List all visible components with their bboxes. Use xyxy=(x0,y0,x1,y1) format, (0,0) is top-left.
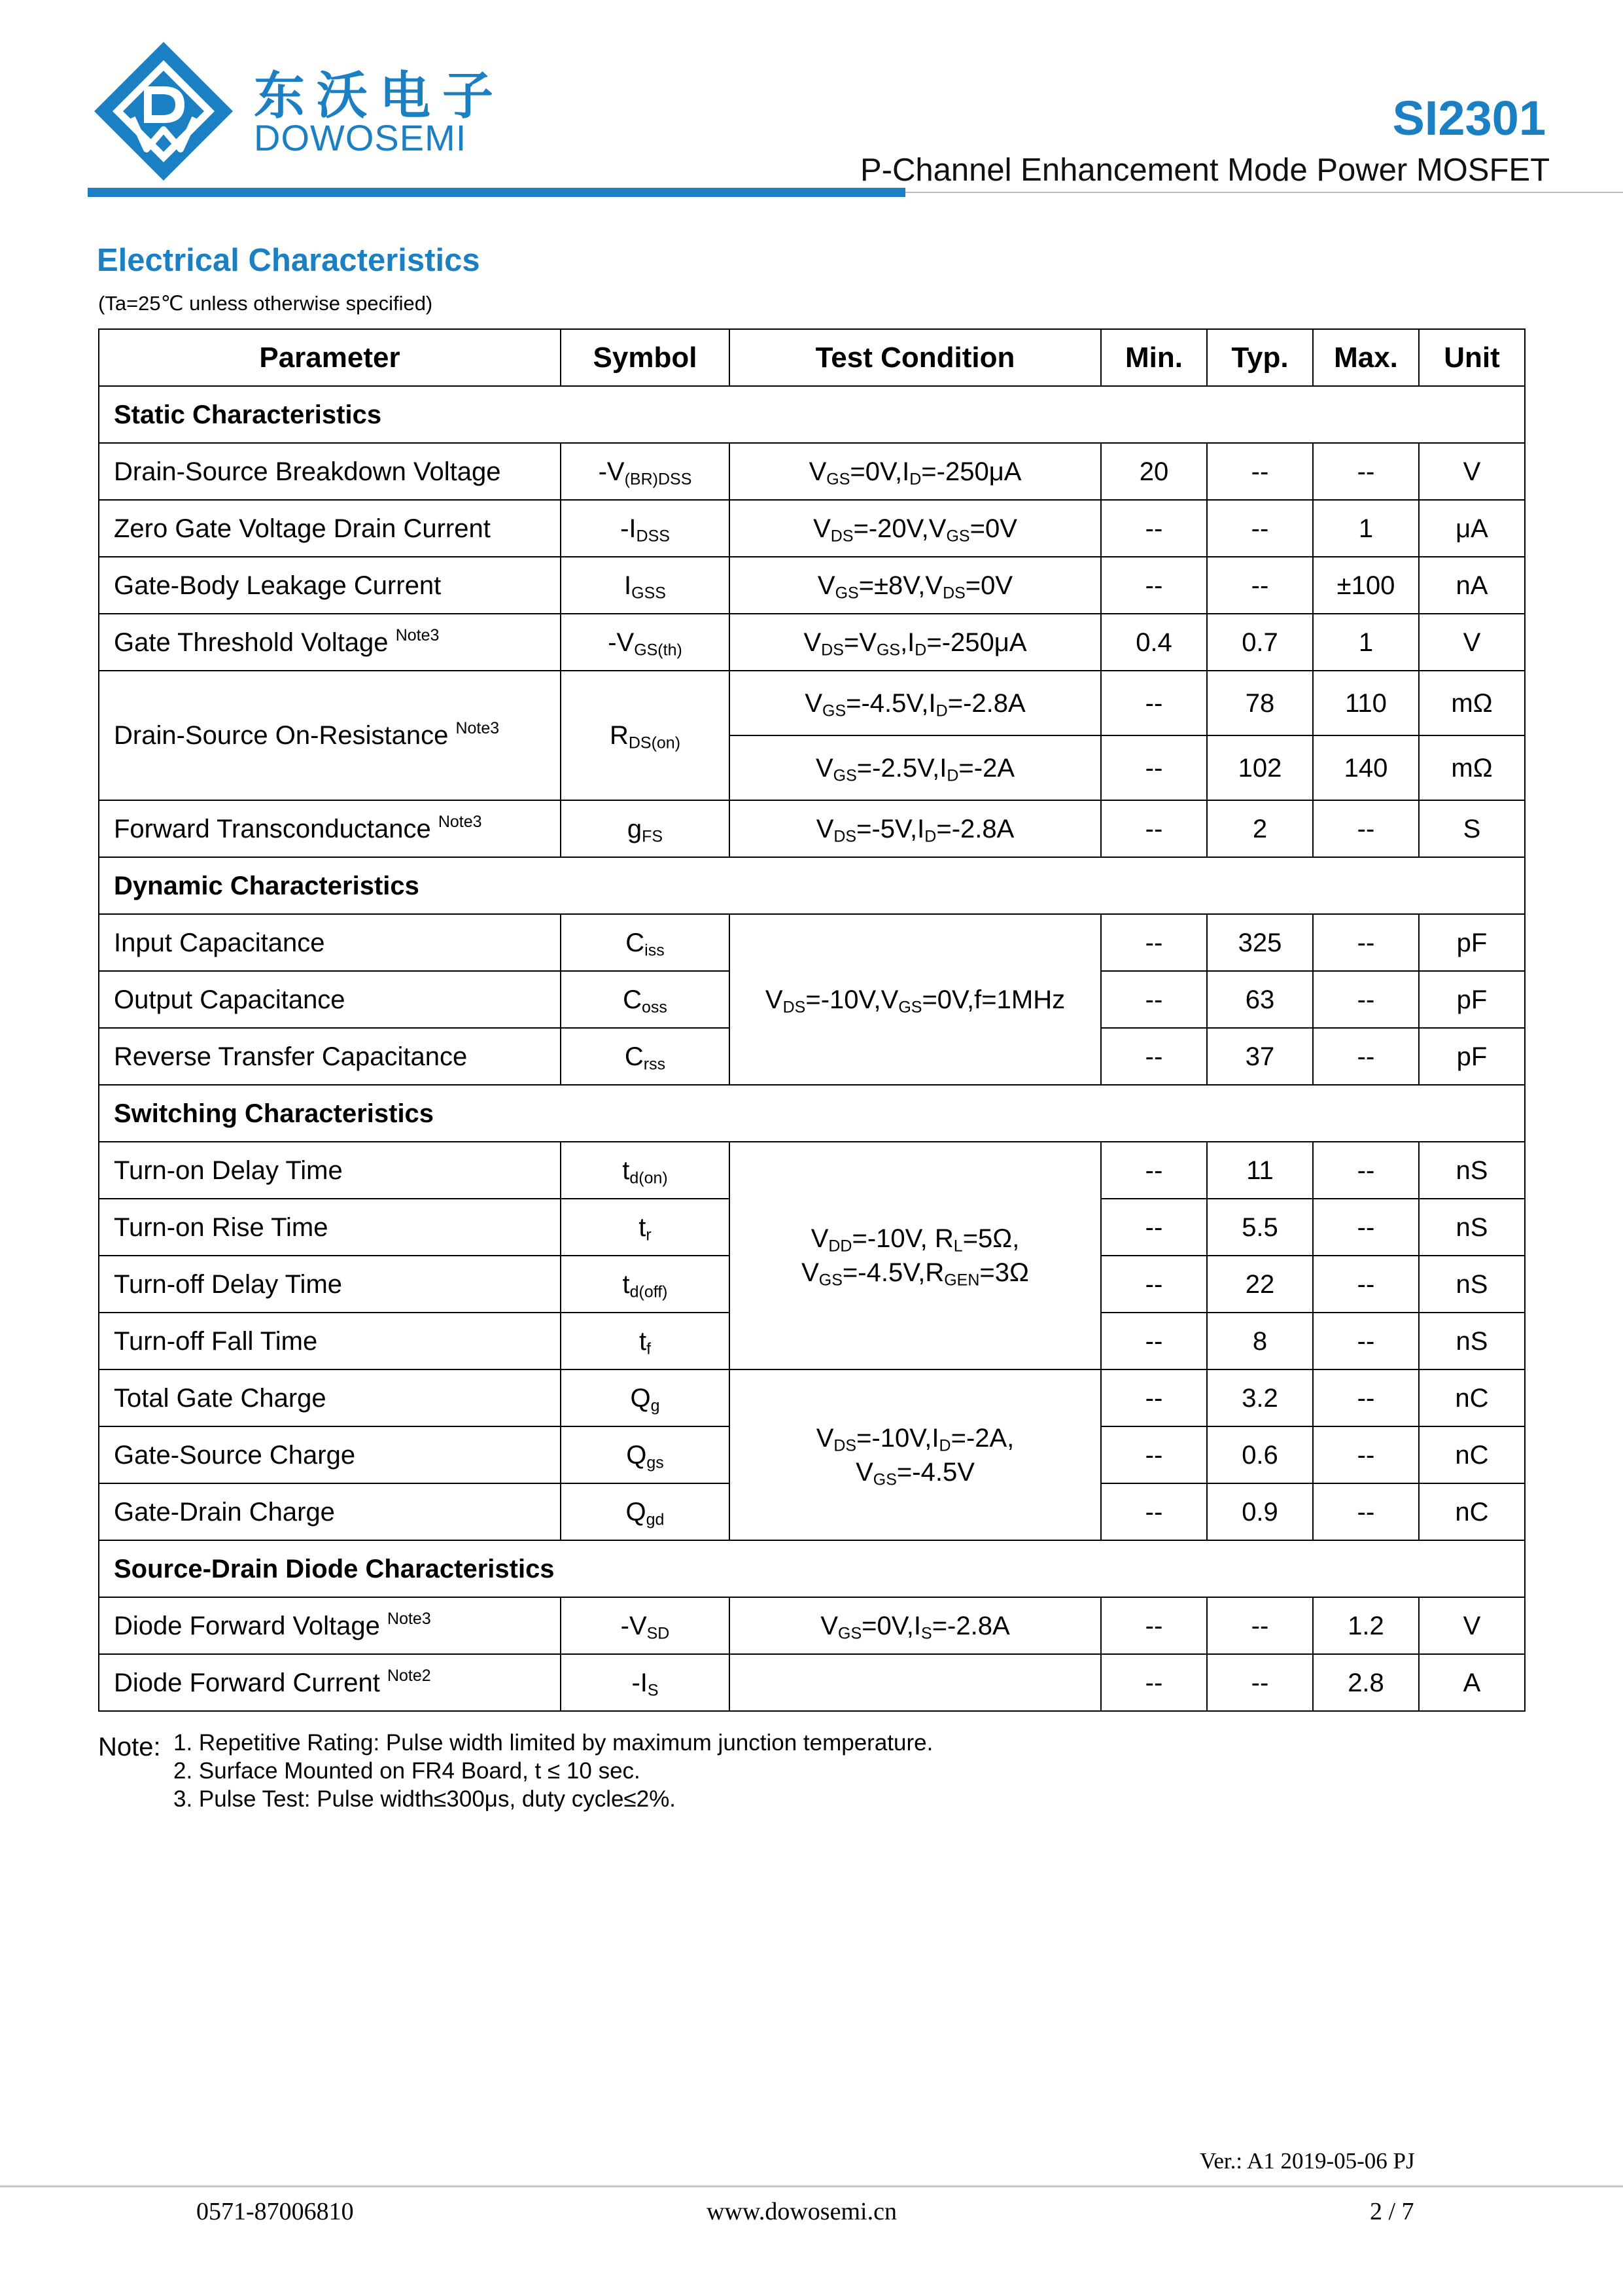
temperature-condition: (Ta=25℃ unless otherwise specified) xyxy=(98,292,433,315)
min-cell: -- xyxy=(1101,1426,1207,1483)
typ-cell: 11 xyxy=(1207,1142,1313,1199)
typ-cell: -- xyxy=(1207,1654,1313,1711)
symbol-cell: $Q_{gd}$ xyxy=(561,1483,729,1540)
part-number: SI2301 xyxy=(1392,91,1546,145)
table-row xyxy=(99,671,1525,735)
section-title: Electrical Characteristics xyxy=(97,243,480,278)
symbol-cell: $Q_g$ xyxy=(561,1369,729,1426)
symbol-cell: $C_{oss}$ xyxy=(561,971,729,1028)
max-cell: -- xyxy=(1313,914,1419,971)
param-cell: Gate Threshold Voltage $^{Note3}$ xyxy=(99,614,561,671)
typ-cell: 8 xyxy=(1207,1313,1313,1369)
symbol-cell: $C_{rss}$ xyxy=(561,1028,729,1085)
param-cell: Turn-off Delay Time xyxy=(99,1256,561,1313)
condition-cell: $V_{GS}=-4.5V,I_D=-2.8A$ xyxy=(729,671,1101,735)
typ-cell: -- xyxy=(1207,1597,1313,1654)
min-cell: -- xyxy=(1101,1597,1207,1654)
table-row xyxy=(99,614,1525,671)
note-item: 1. Repetitive Rating: Pulse width limited by maximum junction temperature. xyxy=(173,1730,934,1756)
param-cell: Turn-off Fall Time xyxy=(99,1313,561,1369)
symbol-cell: $-V_{GS(th)}$ xyxy=(561,614,729,671)
symbol-cell: $-I_{DSS}$ xyxy=(561,500,729,557)
table-row xyxy=(99,914,1525,971)
typ-cell: 22 xyxy=(1207,1256,1313,1313)
condition-cell: $V_{DS}=-20V,V_{GS}=0V$ xyxy=(729,500,1101,557)
unit-cell: S xyxy=(1419,800,1525,857)
unit-cell: nC xyxy=(1419,1483,1525,1540)
symbol-cell: $t_{d(off)}$ xyxy=(561,1256,729,1313)
min-cell: 0.4 xyxy=(1101,614,1207,671)
table-row xyxy=(99,500,1525,557)
max-cell: -- xyxy=(1313,1028,1419,1085)
min-cell: -- xyxy=(1101,735,1207,800)
condition-cell: $V_{DS}=-10V,I_D=-2A$, $V_{GS}=-4.5V$ xyxy=(729,1369,1101,1540)
unit-cell: nS xyxy=(1419,1313,1525,1369)
max-cell: -- xyxy=(1313,1142,1419,1199)
min-cell: -- xyxy=(1101,671,1207,735)
min-cell: -- xyxy=(1101,500,1207,557)
condition-cell: $V_{GS}=-2.5V,I_D=-2A$ xyxy=(729,735,1101,800)
typ-cell: 63 xyxy=(1207,971,1313,1028)
table-row xyxy=(99,557,1525,614)
symbol-cell: $Q_{gs}$ xyxy=(561,1426,729,1483)
section-row xyxy=(99,386,1525,443)
max-cell: -- xyxy=(1313,1369,1419,1426)
section-row xyxy=(99,1540,1525,1597)
unit-cell: mΩ xyxy=(1419,735,1525,800)
condition-cell: $V_{DS}=-10V,V_{GS}=0V,f=1MHz$ xyxy=(729,914,1101,1085)
typ-cell: 0.6 xyxy=(1207,1426,1313,1483)
section-dynamic: Dynamic Characteristics xyxy=(99,857,1525,914)
table-row xyxy=(99,800,1525,857)
version-info: Ver.: A1 2019-05-06 PJ xyxy=(1200,2148,1415,2174)
header-test-condition: Test Condition xyxy=(729,329,1101,386)
min-cell: -- xyxy=(1101,914,1207,971)
max-cell: -- xyxy=(1313,1483,1419,1540)
header-unit: Unit xyxy=(1419,329,1525,386)
typ-cell: -- xyxy=(1207,500,1313,557)
unit-cell: V xyxy=(1419,614,1525,671)
max-cell: 1 xyxy=(1313,500,1419,557)
table-header-row xyxy=(99,329,1525,386)
electrical-characteristics-table xyxy=(98,328,1526,1712)
min-cell: -- xyxy=(1101,1654,1207,1711)
param-cell: Drain-Source Breakdown Voltage xyxy=(99,443,561,500)
param-cell: Diode Forward Voltage $^{Note3}$ xyxy=(99,1597,561,1654)
header-accent-bar xyxy=(88,188,905,197)
param-cell: Gate-Body Leakage Current xyxy=(99,557,561,614)
typ-cell: 325 xyxy=(1207,914,1313,971)
table-row xyxy=(99,1654,1525,1711)
header-min: Min. xyxy=(1101,329,1207,386)
unit-cell: pF xyxy=(1419,971,1525,1028)
max-cell: 1 xyxy=(1313,614,1419,671)
max-cell: -- xyxy=(1313,1313,1419,1369)
brand-name-chinese: 东沃电子 xyxy=(254,66,506,126)
table-row xyxy=(99,1369,1525,1426)
typ-cell: 3.2 xyxy=(1207,1369,1313,1426)
max-cell: -- xyxy=(1313,1199,1419,1256)
symbol-cell: $t_r$ xyxy=(561,1199,729,1256)
min-cell: -- xyxy=(1101,1028,1207,1085)
footer-phone: 0571-87006810 xyxy=(196,2198,354,2225)
unit-cell: nC xyxy=(1419,1369,1525,1426)
typ-cell: 0.7 xyxy=(1207,614,1313,671)
min-cell: -- xyxy=(1101,800,1207,857)
symbol-cell: $I_{GSS}$ xyxy=(561,557,729,614)
typ-cell: 78 xyxy=(1207,671,1313,735)
section-diode: Source-Drain Diode Characteristics xyxy=(99,1540,1525,1597)
min-cell: -- xyxy=(1101,557,1207,614)
condition-cell: $V_{DS}=V_{GS},I_D=-250\mu A$ xyxy=(729,614,1101,671)
dowosemi-logo xyxy=(92,39,236,183)
table-row xyxy=(99,443,1525,500)
typ-cell: 5.5 xyxy=(1207,1199,1313,1256)
param-cell: Gate-Source Charge xyxy=(99,1426,561,1483)
typ-cell: -- xyxy=(1207,443,1313,500)
unit-cell: nC xyxy=(1419,1426,1525,1483)
max-cell: ±100 xyxy=(1313,557,1419,614)
header-parameter: Parameter xyxy=(99,329,561,386)
min-cell: -- xyxy=(1101,971,1207,1028)
min-cell: -- xyxy=(1101,1199,1207,1256)
param-cell: Diode Forward Current $^{Note2}$ xyxy=(99,1654,561,1711)
section-switching: Switching Characteristics xyxy=(99,1085,1525,1142)
unit-cell: V xyxy=(1419,1597,1525,1654)
max-cell: 140 xyxy=(1313,735,1419,800)
max-cell: -- xyxy=(1313,443,1419,500)
header-typ: Typ. xyxy=(1207,329,1313,386)
condition-cell xyxy=(729,1654,1101,1711)
typ-cell: 102 xyxy=(1207,735,1313,800)
param-cell: Input Capacitance xyxy=(99,914,561,971)
footer-divider xyxy=(0,2185,1623,2187)
symbol-cell: $-I_S$ xyxy=(561,1654,729,1711)
unit-cell: μA xyxy=(1419,500,1525,557)
max-cell: -- xyxy=(1313,1426,1419,1483)
min-cell: -- xyxy=(1101,1142,1207,1199)
param-cell: Total Gate Charge xyxy=(99,1369,561,1426)
unit-cell: nS xyxy=(1419,1256,1525,1313)
max-cell: 1.2 xyxy=(1313,1597,1419,1654)
param-cell: Forward Transconductance $^{Note3}$ xyxy=(99,800,561,857)
max-cell: -- xyxy=(1313,1256,1419,1313)
typ-cell: -- xyxy=(1207,557,1313,614)
unit-cell: nA xyxy=(1419,557,1525,614)
symbol-cell: $-V_{(BR)DSS}$ xyxy=(561,443,729,500)
typ-cell: 2 xyxy=(1207,800,1313,857)
symbol-cell: $g_{FS}$ xyxy=(561,800,729,857)
param-cell: Output Capacitance xyxy=(99,971,561,1028)
condition-cell: $V_{GS}=0V,I_D=-250\mu A$ xyxy=(729,443,1101,500)
condition-cell: $V_{GS}=\pm 8V,V_{DS}=0V$ xyxy=(729,557,1101,614)
min-cell: -- xyxy=(1101,1483,1207,1540)
param-cell: Turn-on Rise Time xyxy=(99,1199,561,1256)
header-symbol: Symbol xyxy=(561,329,729,386)
table-row xyxy=(99,1597,1525,1654)
min-cell: -- xyxy=(1101,1369,1207,1426)
unit-cell: V xyxy=(1419,443,1525,500)
max-cell: -- xyxy=(1313,800,1419,857)
header-max: Max. xyxy=(1313,329,1419,386)
note-item: 3. Pulse Test: Pulse width≤300μs, duty cycle≤2%. xyxy=(173,1786,676,1812)
min-cell: 20 xyxy=(1101,443,1207,500)
unit-cell: nS xyxy=(1419,1199,1525,1256)
table-row xyxy=(99,1142,1525,1199)
condition-cell: $V_{DD}=-10V$, $R_L=5\Omega$, $V_{GS}=-4.5V,R_{GEN}=3\Omega$ xyxy=(729,1142,1101,1369)
condition-cell: $V_{DS}=-5V,I_D=-2.8A$ xyxy=(729,800,1101,857)
unit-cell: pF xyxy=(1419,1028,1525,1085)
condition-cell: $V_{GS}=0V,I_S=-2.8A$ xyxy=(729,1597,1101,1654)
section-row xyxy=(99,857,1525,914)
param-cell: Drain-Source On-Resistance $^{Note3}$ xyxy=(99,671,561,800)
note-item: 2. Surface Mounted on FR4 Board, t ≤ 10 sec. xyxy=(173,1758,640,1784)
symbol-cell: $R_{DS(on)}$ xyxy=(561,671,729,800)
unit-cell: pF xyxy=(1419,914,1525,971)
unit-cell: mΩ xyxy=(1419,671,1525,735)
symbol-cell: $t_{d(on)}$ xyxy=(561,1142,729,1199)
symbol-cell: $t_f$ xyxy=(561,1313,729,1369)
min-cell: -- xyxy=(1101,1256,1207,1313)
unit-cell: nS xyxy=(1419,1142,1525,1199)
typ-cell: 0.9 xyxy=(1207,1483,1313,1540)
unit-cell: A xyxy=(1419,1654,1525,1711)
max-cell: 110 xyxy=(1313,671,1419,735)
param-cell: Reverse Transfer Capacitance xyxy=(99,1028,561,1085)
min-cell: -- xyxy=(1101,1313,1207,1369)
max-cell: -- xyxy=(1313,971,1419,1028)
notes-label: Note: xyxy=(98,1733,161,1761)
param-cell: Turn-on Delay Time xyxy=(99,1142,561,1199)
brand-name: DOWOSEMI xyxy=(254,117,467,158)
max-cell: 2.8 xyxy=(1313,1654,1419,1711)
symbol-cell: $-V_{SD}$ xyxy=(561,1597,729,1654)
part-description: P-Channel Enhancement Mode Power MOSFET xyxy=(860,152,1550,188)
symbol-cell: $C_{iss}$ xyxy=(561,914,729,971)
footer-website[interactable]: www.dowosemi.cn xyxy=(707,2198,897,2225)
typ-cell: 37 xyxy=(1207,1028,1313,1085)
param-cell: Gate-Drain Charge xyxy=(99,1483,561,1540)
page-number: 2 / 7 xyxy=(1370,2198,1414,2225)
section-row xyxy=(99,1085,1525,1142)
param-cell: Zero Gate Voltage Drain Current xyxy=(99,500,561,557)
section-static: Static Characteristics xyxy=(99,386,1525,443)
